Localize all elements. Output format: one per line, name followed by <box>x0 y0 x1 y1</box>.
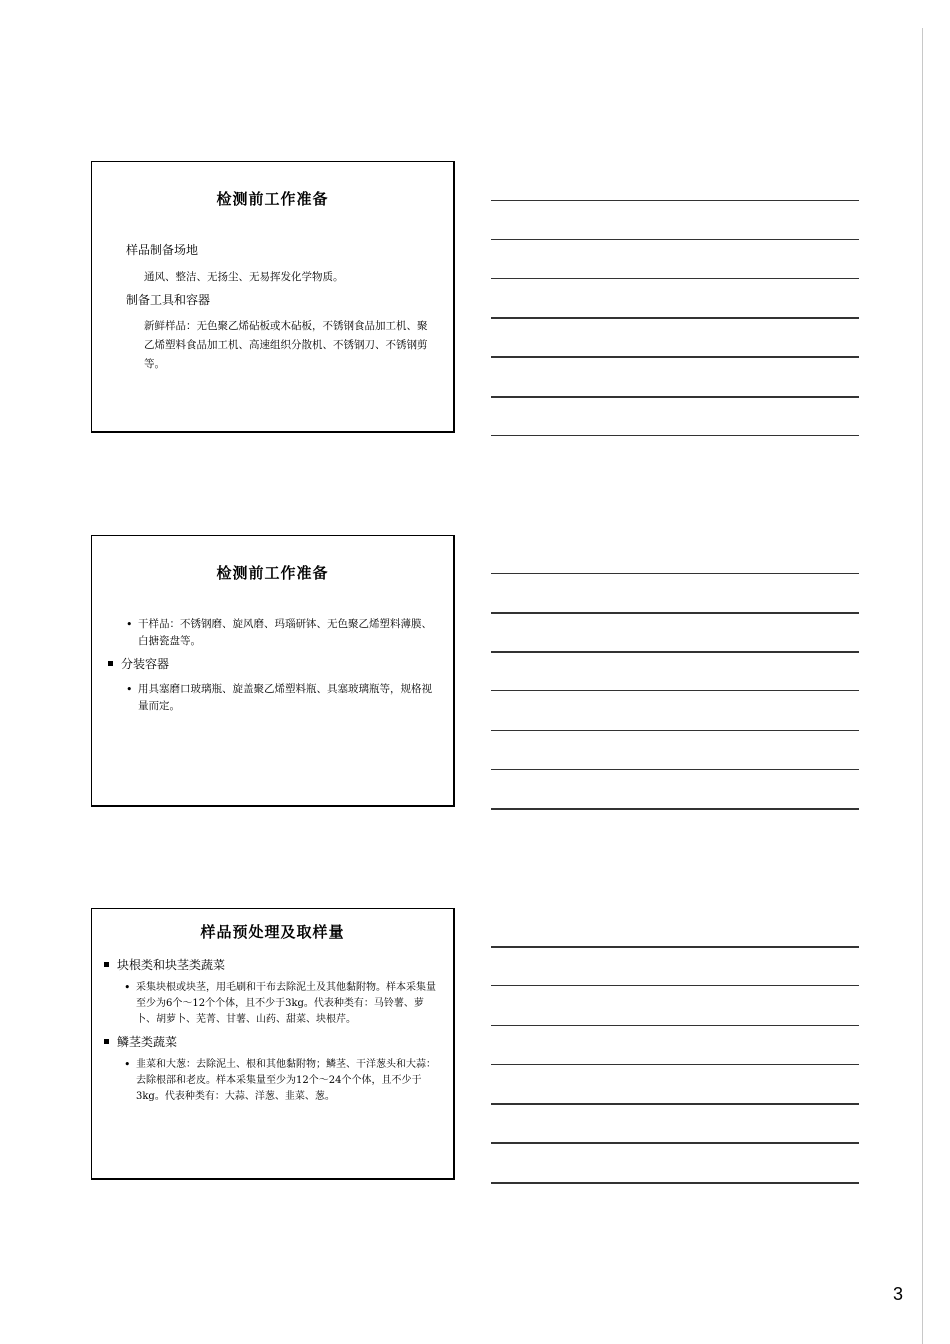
list-item-text: 用具塞磨口玻璃瓶、旋盖聚乙烯塑料瓶、具塞玻璃瓶等，规格视量而定。 <box>138 683 432 712</box>
slide-3 <box>91 908 455 1180</box>
note-line <box>491 690 859 691</box>
bullet-dot-icon: • <box>124 981 131 994</box>
note-line <box>491 1142 859 1144</box>
slide-1 <box>91 161 455 433</box>
page-number: 3 <box>893 1284 904 1304</box>
bullet-dot-icon: • <box>126 683 133 696</box>
note-line <box>491 808 859 810</box>
list-item <box>104 957 438 974</box>
list-item-text: 干样品：不锈钢磨、旋风磨、玛瑙研钵、无色聚乙烯塑料薄膜、白搪瓷盘等。 <box>138 618 432 647</box>
list-item <box>104 980 438 1028</box>
slide-2 <box>91 535 455 807</box>
note-line <box>491 200 859 201</box>
note-line <box>491 239 859 240</box>
slide-text: 通风、整洁、无扬尘、无易挥发化学物质。 <box>144 271 344 283</box>
list-item <box>108 656 438 673</box>
list-item-text: 韭菜和大葱：去除泥土、根和其他黏附物；鳞茎、干洋葱头和大蒜：去除根部和老皮。样本采集量至少为12个～24个个体，且不少于3kg。代表种类有：大蒜、洋葱、韭菜、葱。 <box>136 1059 436 1102</box>
note-line <box>491 985 859 986</box>
note-line <box>491 612 859 614</box>
square-bullet-icon <box>104 1039 109 1044</box>
list-item-text: 分装容器 <box>121 657 170 671</box>
bullet-dot-icon: • <box>124 1058 131 1071</box>
slide-title: 检测前工作准备 <box>216 190 329 208</box>
list-item <box>104 1034 438 1051</box>
note-line <box>491 1103 859 1105</box>
list-item <box>104 1057 438 1105</box>
list-item-text: 采集块根或块茎，用毛刷和干布去除泥土及其他黏附物。样本采集量至少为6个～12个个体，且不少于3kg。代表种类有：马铃薯、萝卜、胡萝卜、芜菁、甘薯、山药、甜菜、块根芹。 <box>136 982 436 1025</box>
note-line <box>491 278 859 279</box>
square-bullet-icon <box>108 661 113 666</box>
list-item-text: 鳞茎类蔬菜 <box>117 1035 178 1049</box>
note-line <box>491 730 859 731</box>
slide-text: 新鲜样品：无色聚乙烯砧板或木砧板，不锈钢食品加工机、聚乙烯塑料食品加工机、高速组织分散机、不锈钢刀、不锈钢剪等。 <box>144 320 428 370</box>
slide-title: 检测前工作准备 <box>216 564 329 582</box>
note-line <box>491 769 859 770</box>
note-line <box>491 435 859 436</box>
list-item <box>108 681 438 715</box>
page-edge-line <box>922 28 923 1344</box>
note-line <box>491 317 859 319</box>
note-line <box>491 356 859 358</box>
slide-title: 样品预处理及取样量 <box>200 923 345 941</box>
note-line <box>491 573 859 574</box>
note-line <box>491 1025 859 1026</box>
square-bullet-icon <box>104 962 109 967</box>
note-line <box>491 946 859 948</box>
slide-heading: 制备工具和容器 <box>126 293 211 307</box>
list-item-text: 块根类和块茎类蔬菜 <box>117 958 226 972</box>
note-line <box>491 651 859 653</box>
note-line <box>491 1064 859 1065</box>
bullet-dot-icon: • <box>126 618 133 631</box>
note-line <box>491 396 859 398</box>
slide-heading: 样品制备场地 <box>126 243 199 257</box>
list-item <box>108 616 438 650</box>
note-line <box>491 1182 859 1184</box>
